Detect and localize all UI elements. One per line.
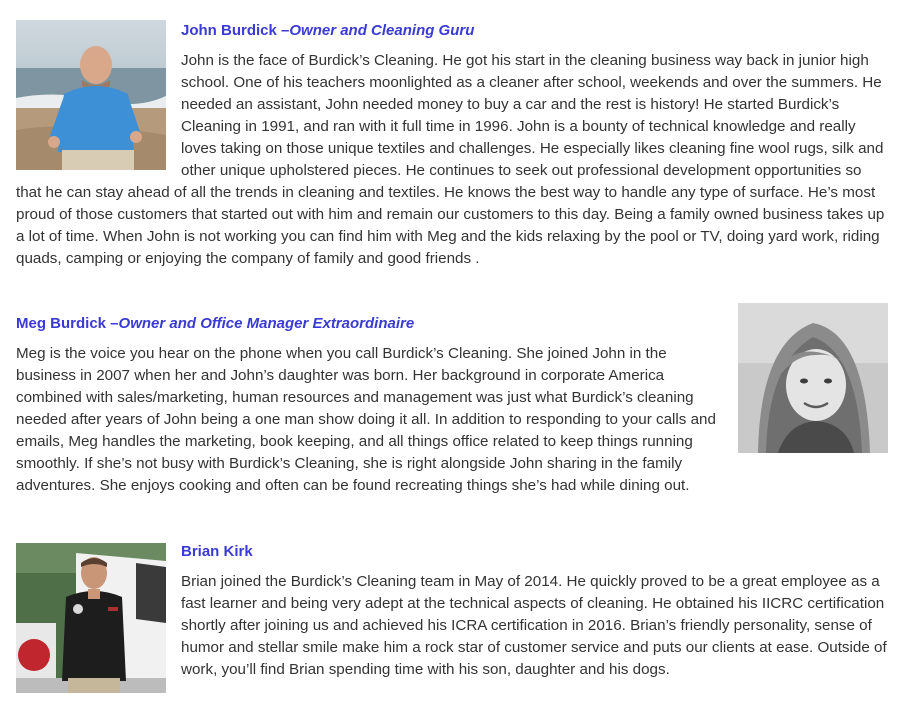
john-burdick-separator: –	[276, 22, 290, 39]
meg-burdick-name: Meg Burdick	[16, 315, 107, 332]
meg-burdick-role: Owner and Office Manager Extraordinaire	[118, 315, 415, 332]
brian-kirk-bio: Brian joined the Burdick’s Cleaning team in May of 2014. He quickly proved to be a great employee as a fast learner and being very adept at the technical aspects of cleaning. He obtained his IICRC certification shortly after joining us and achieved his ICRA certification in 2016. Brian’s friendly personality, sense of humor and stellar smile make him a rock star of customer service and puts our clients at ease. Outside of work, you’ll find Brian spending time with his son, daughter and his dogs.	[181, 573, 887, 678]
bio-john-burdick	[16, 20, 888, 285]
john-burdick-role: Owner and Cleaning Guru	[289, 22, 475, 39]
brian-kirk-photo	[16, 543, 166, 693]
team-page	[16, 20, 888, 697]
brian-kirk-name: Brian Kirk	[181, 543, 253, 560]
john-burdick-bio: John is the face of Burdick’s Cleaning. He got his start in the cleaning business way back in junior high school. One of his teachers moonlighted as a cleaner after school, weekends and over the summers. He needed an assistant, John needed money to buy a car and the rest is history! He started Burdick’s Cleaning in 1991, and ran with it full time in 1996. John is a bounty of technical knowledge and really loves taking on those unique textiles and challenges. He especially likes cleaning fine wool rugs, silk and other unique upholstered pieces. He continues to seek out professional development opportunities so that he can stay ahead of all the trends in cleaning and textiles. He knows the best way to handle any type of surface. He’s most proud of those customers that started out with him and remain our customers to this day. Being a family owned business takes up a lot of time. When John is not working you can find him with Meg and the kids relaxing by the pool or TV, doing yard work, riding quads, camping or enjoying the company of family and good friends .	[16, 52, 885, 267]
meg-burdick-separator: –	[106, 315, 119, 332]
meg-burdick-bio: Meg is the voice you hear on the phone when you call Burdick’s Cleaning. She joined John in the business in 2007 when her and John’s daughter was born. Her background in corporate America combined with sales/marketing, human resources and management was just what Burdick’s cleaning needed after years of John being a one man show doing it all. In addition to responding to your calls and emails, Meg handles the marketing, book keeping, and all things office related to keep things running smoothly. If she’s not busy with Burdick’s Cleaning, she is right alongside John sharing in the family adventures. She enjoys cooking and often can be found recreating things she’s had while dining out.	[16, 345, 716, 494]
bio-meg-burdick	[16, 313, 888, 503]
bio-brian-kirk	[16, 541, 888, 697]
meg-burdick-photo	[738, 303, 888, 453]
john-burdick-photo	[16, 20, 166, 170]
john-burdick-name: John Burdick	[181, 22, 277, 39]
